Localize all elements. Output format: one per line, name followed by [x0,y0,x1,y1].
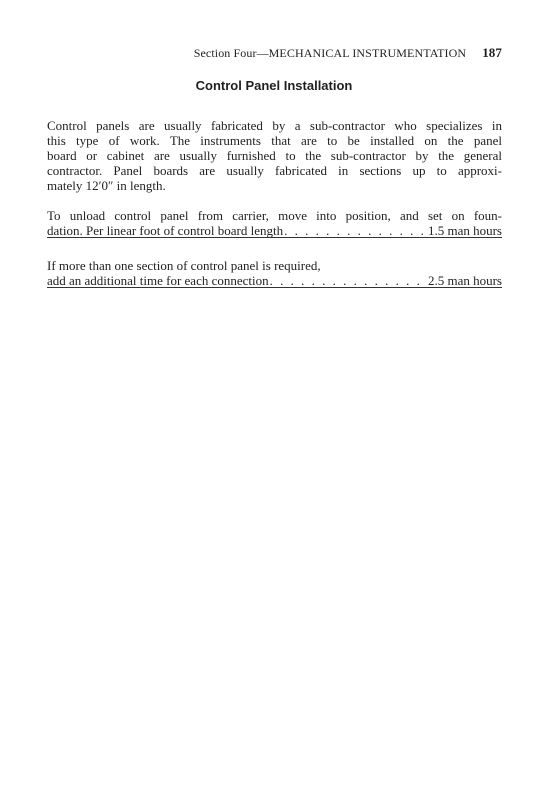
paragraph-line: board or cabinet are usually furnished to the sub-contractor by the general [47,148,502,163]
section-title: Control Panel Installation [195,78,353,93]
paragraph-line: contractor. Panel boards are usually fabricated in sections up to approxi- [47,163,502,178]
unload-item-line: To unload control panel from carrier, move into position, and set on foun- [47,208,502,223]
connection-item-line: If more than one section of control panel is required, [47,258,321,273]
paragraph-line: mately 12′0″ in length. [47,178,166,193]
connection-item-leader-line [47,273,502,288]
paragraph-line: this type of work. The instruments that are to be installed on the panel [47,133,502,148]
unload-item-description: dation. Per linear foot of control board length [47,223,284,238]
connection-item [47,258,502,288]
unload-item [47,208,502,238]
running-head-title: Section Four—MECHANICAL INSTRUMENTATION [193,46,467,60]
dot-leader [284,223,425,238]
paragraph-line: Control panels are usually fabricated by a sub-contractor who specializes in [47,118,502,133]
item-underline [47,237,502,238]
page-number: 187 [482,45,502,60]
unload-item-leader-line [47,223,502,238]
item-underline [47,287,502,288]
dot-leader [270,273,425,288]
running-head [0,45,502,61]
connection-item-description: add an additional time for each connection [47,273,269,288]
unload-item-man-hours: 1.5 man hours [427,223,502,238]
connection-item-man-hours: 2.5 man hours [427,273,502,288]
intro-paragraph [47,118,502,193]
